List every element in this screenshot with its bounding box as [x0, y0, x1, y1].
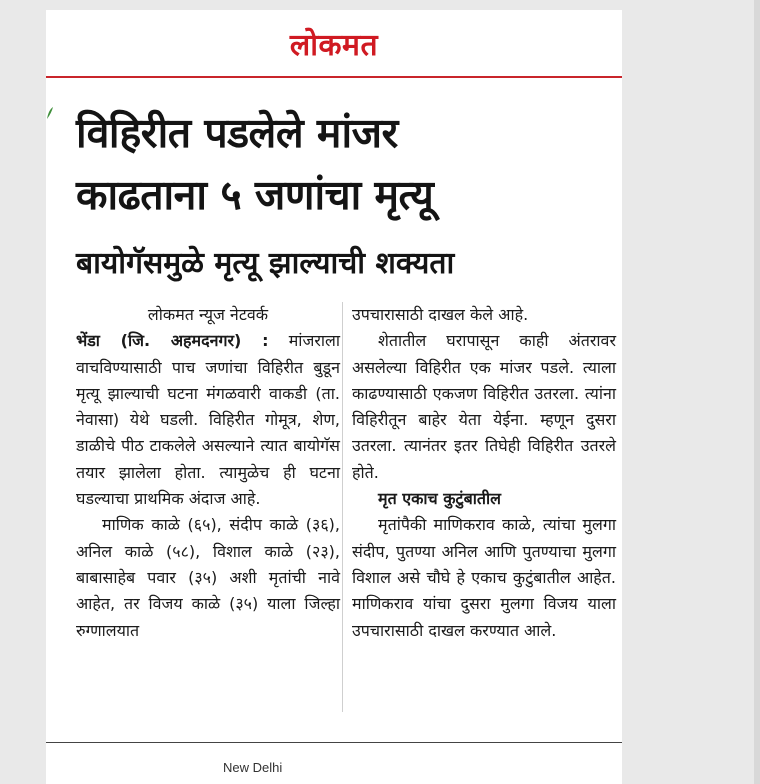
footer-rule [46, 742, 622, 743]
headline-line-1: विहिरीत पडलेले मांजर [76, 109, 398, 157]
viewer-scroll-edge [754, 0, 760, 784]
paragraph-2-continued: उपचारासाठी दाखल केले आहे. [352, 305, 529, 324]
dateline: भेंडा (जि. अहमदनगर) : [76, 331, 269, 351]
article-column-left [76, 302, 340, 644]
paragraph-1 [76, 328, 340, 512]
subheadline: बायोगॅसमुळे मृत्यू झाल्याची शक्यता [76, 246, 455, 281]
paragraph-4: मृतांपैकी माणिकराव काळे, त्यांचा मुलगा संदीप, पुतण्या अनिल आणि पुतण्याचा मुलगा विशाल असे चौघे हे एकाच कुटुंबातील आहेत. माणिकराव यांचा दुसरा मुलगा विजय याला उपचारासाठी दाखल करण्यात आले. [352, 515, 616, 640]
paragraph-2: माणिक काळे (६५), संदीप काळे (३६), अनिल काळे (५८), विशाल काळे (२३), बाबासाहेब पवार (३५) अशी मृतांची नावे आहेत, तर विजय काळे (३५) याला जिल्हा रुग्णालयात [76, 515, 340, 640]
byline: लोकमत न्यूज नेटवर्क [147, 305, 269, 324]
paragraph-3: शेतातील घरापासून काही अंतरावर असलेल्या विहिरीत एक मांजर पडले. त्याला काढण्यासाठी एकजण विहिरीत उतरला. त्यांना विहिरीतून बाहेर येता येईना. म्हणून दुसरा उतरला. त्यानंतर इतर तिघेही विहिरीत उतरले होते. [352, 331, 616, 482]
paragraph-1-text: मांजराला वाचविण्यासाठी पाच जणांचा विहिरीत बुडून मृत्यू झाल्याची घटना मंगळवारी वाकडी (ता. नेवासा) येथे घडली. विहिरीत गोमूत्र, शेण, डाळीचे पीठ टाकलेले असल्याने त्यात बायोगॅस तयार झालेला होता. त्यामुळेच ही घटना घडल्याचा प्राथमिक अंदाज आहे. [76, 331, 340, 509]
leaf-mark-icon [46, 106, 54, 120]
article-column-right [352, 302, 616, 644]
footer-location: New Delhi [223, 760, 283, 775]
newspaper-clipping [46, 10, 622, 784]
masthead-rule [46, 76, 622, 78]
column-divider [342, 302, 343, 712]
lokmat-logo: लोकमत [289, 28, 379, 63]
headline [76, 102, 616, 226]
headline-line-2: काढताना ५ जणांचा मृत्यू [76, 171, 434, 219]
section-heading: मृत एकाच कुटुंबातील [378, 489, 502, 509]
